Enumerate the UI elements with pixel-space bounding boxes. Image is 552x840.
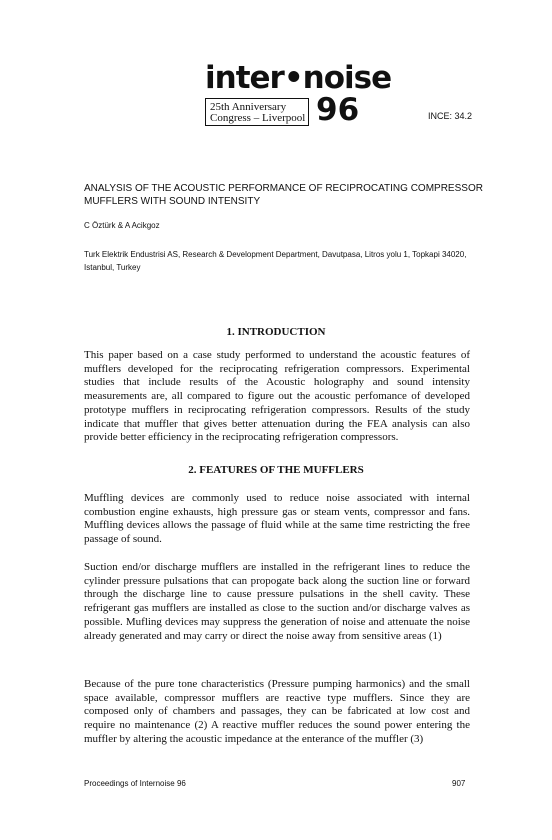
section-heading-introduction: 1. INTRODUCTION bbox=[226, 326, 326, 338]
authors: C Öztürk & A Acikgoz bbox=[84, 221, 160, 230]
paragraph-pure-tone: Because of the pure tone characteristics (Pressure pumping harmonics) and the small space available, compressor mufflers are reactive type mufflers. Since they are composed only of chambers and passages, they can be fabricated at low cost and require no maintenance (2) A reactive muffler reduces the sound power entering the muffler by altering the acoustic impedance at the enterance of the muffler (3) bbox=[84, 678, 470, 745]
paragraph-muffling-devices: Muffling devices are commonly used to reduce noise associated with internal combustion engine exhausts, high pressure gas or steam vents, compressor and fans. Muffling devices allows the passage of fluid while at the same time restricting the free passage of sound. bbox=[84, 492, 470, 546]
paper-code: INCE: 34.2 bbox=[428, 111, 473, 121]
paragraph-introduction: This paper based on a case study performed to understand the acoustic features of mufflers developed for the reciprocating refrigeration compressors. Experimental studies that include results of the Acoustic holography and sound intensity measurements are, all compared to figure out the acoustic perfomance of developed prototype mufflers in reciprocating refrigeration compressors. Results of the study indicate that muffler that gives better attenuation during the FEA analysis can also provide better efficiency in the reciprocating refrigeration compressors. bbox=[84, 349, 470, 444]
congress-year: 96 bbox=[316, 92, 360, 128]
footer-proceedings: Proceedings of Internoise 96 bbox=[84, 779, 186, 788]
paragraph-suction-discharge: Suction end/or discharge mufflers are installed in the refrigerant lines to reduce the cylinder pressure pulsations that can propogate back along the suction line or forward through the discharge line to cause pressure pulsations in the shell cavity. These refrigerant gas mufflers are installed as close to the suction and/or discharge valves as possible. Mufling devices may suppress the generation of noise and attenuate the noise already generated and may carry or direct the noise away from sensitive areas (1) bbox=[84, 561, 470, 642]
anniversary-box bbox=[205, 98, 309, 126]
anniversary-line: 25th Anniversary bbox=[210, 101, 287, 113]
paper-title: ANALYSIS OF THE ACOUSTIC PERFORMANCE OF RECIPROCATING COMPRESSOR MUFFLERS WITH SOUND INTENSITY bbox=[84, 183, 483, 207]
page-number: 907 bbox=[452, 779, 466, 788]
affiliation: Turk Elektrik Endustrisi AS, Research & Development Department, Davutpasa, Litros yolu 1, Topkapi 34020, Istanbul, Turkey bbox=[84, 250, 467, 272]
congress-location-line: Congress – Liverpool bbox=[210, 112, 306, 124]
congress-logo: inter•noise bbox=[205, 60, 392, 96]
section-heading-features: 2. FEATURES OF THE MUFFLERS bbox=[188, 464, 364, 476]
